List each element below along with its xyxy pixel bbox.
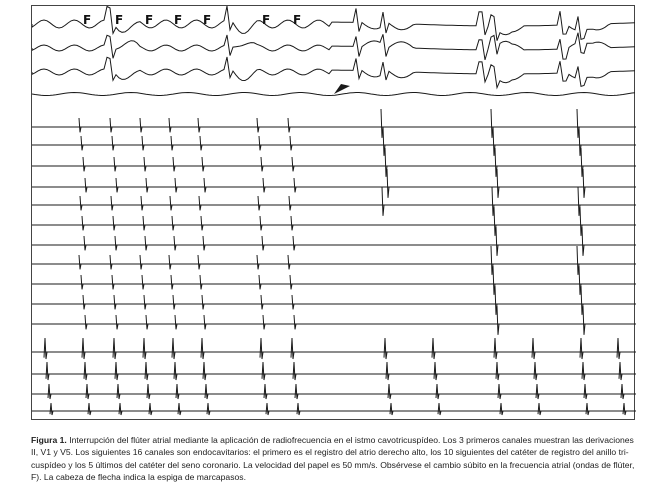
endocavitary-spike [289,196,291,210]
coronary-sinus-spike [207,403,210,415]
coronary-sinus-spike [201,338,204,359]
endocavitary-spike [288,118,290,132]
coronary-sinus-spike [46,362,49,380]
endocavitary-spike [292,295,294,309]
coronary-sinus-spike [538,403,541,415]
coronary-sinus-spike [500,403,503,415]
endocavitary-spike [381,109,383,138]
coronary-sinus-spike [619,362,622,380]
endocavitary-spike [293,236,295,250]
endocavitary-spike [198,255,200,269]
endocavitary-spike [142,275,144,289]
flutter-wave-label: F [203,13,212,27]
endocavitary-spike [496,227,498,256]
endocavitary-spike [263,178,265,192]
coronary-sinus-spike [50,403,53,415]
endocavitary-spike [173,157,175,171]
flutter-wave-label: F [115,13,124,27]
endocavitary-spike [491,109,493,138]
coronary-sinus-spike [178,403,181,415]
endocavitary-spike [112,136,114,150]
endocavitary-spike [294,178,296,192]
coronary-sinus-spike [291,338,294,359]
coronary-sinus-spike [617,338,620,359]
endocavitary-spike [83,157,85,171]
endocavitary-spike [261,295,263,309]
coronary-sinus-spike [432,338,435,359]
endocavitary-spike [497,306,499,335]
coronary-sinus-spike [115,362,118,380]
endocavitary-spike [583,306,585,335]
coronary-sinus-spike [498,384,501,399]
endocavitary-spike [577,109,579,138]
endocavitary-spike [175,315,177,329]
endocavitary-spike [290,136,292,150]
endocavitary-spike [199,196,201,210]
coronary-sinus-spike [534,362,537,380]
endocavitary-spike [171,275,173,289]
endocavitary-spike [114,295,116,309]
coronary-sinus-spike [48,384,51,399]
endocavitary-spike [110,255,112,269]
endocavitary-spike [583,169,585,198]
endocavitary-spike [115,236,117,250]
endocavitary-spike [290,275,292,289]
endocavitary-spike [200,275,202,289]
flutter-wave-label: F [83,13,92,27]
endocavitary-spike [79,118,81,132]
coronary-sinus-spike [390,403,393,415]
endocavitary-spike [170,196,172,210]
endocavitary-spike [83,295,85,309]
coronary-sinus-spike [532,338,535,359]
coronary-sinus-spike [621,384,624,399]
flutter-wave-label: F [174,13,183,27]
coronary-sinus-spike [172,338,175,359]
endocavitary-spike [288,255,290,269]
coronary-sinus-spike [584,384,587,399]
coronary-sinus-spike [44,338,47,359]
endocavitary-spike [262,236,264,250]
coronary-sinus-spike [84,362,87,380]
endocavitary-spike [172,216,174,230]
flutter-wave-label: F [293,13,302,27]
flutter-wave-label: F [145,13,154,27]
endocavitary-spike [294,315,296,329]
caption-text: Interrupción del flúter atrial mediante la aplicación de radiofrecuencia en el istmo cavotricuspídeo. Los 3 primeros canales muestran las derivaciones II, V1 y V5. Los siguientes 16 canales son endocavitarios: el primero es el registro del atrio derecho alto, los 10 siguientes del catéter de registro del anillo tri-cuspídeo y los 5 últimos del catéter del seno coronario. La velocidad del papel es 50 mm/s. Obsérvese el cambio súbito en la frecuencia atrial (ondas de flúter, F). La cabeza de flecha indica la espiga de marcapasos. [31,435,635,483]
endocavitary-spike [257,118,259,132]
endocavitary-spike [204,178,206,192]
figure-caption [31,434,637,484]
endocavitary-spike [112,275,114,289]
endocavitary-spike [261,157,263,171]
endocavitary-spike [203,236,205,250]
endocavitary-spike [141,196,143,210]
coronary-sinus-spike [147,384,150,399]
endocavitary-spike [175,178,177,192]
surface-lead-trace [32,57,635,88]
coronary-sinus-spike [174,362,177,380]
endocavitary-spike [116,178,118,192]
endocavitary-spike [204,315,206,329]
endocavitary-spike [171,136,173,150]
endocavitary-spike [497,169,499,198]
coronary-sinus-spike [113,338,116,359]
coronary-sinus-spike [582,362,585,380]
coronary-sinus-spike [262,362,265,380]
coronary-sinus-spike [580,338,583,359]
coronary-sinus-spike [264,384,267,399]
endocavitary-spike [200,136,202,150]
endocavitary-spike [113,216,115,230]
coronary-sinus-spike [436,384,439,399]
endocavitary-spike [145,236,147,250]
coronary-sinus-spike [145,362,148,380]
endocavitary-spike [81,136,83,150]
high-right-atrium-trace [32,93,635,96]
endocavitary-spike [146,178,148,192]
coronary-sinus-spike [496,362,499,380]
coronary-sinus-spike [260,338,263,359]
coronary-sinus-spike [438,403,441,415]
surface-lead-trace [32,33,635,60]
endocavitary-spike [142,136,144,150]
endocavitary-spike [174,236,176,250]
coronary-sinus-spike [494,338,497,359]
endocavitary-spike [146,315,148,329]
coronary-sinus-spike [623,403,626,415]
coronary-sinus-spike [266,403,269,415]
endocavitary-spike [79,255,81,269]
endocavitary-spike [85,315,87,329]
endocavitary-spike [111,196,113,210]
caption-title: Figura 1. [31,435,67,445]
endocavitary-spike [143,216,145,230]
endocavitary-spike [257,255,259,269]
coronary-sinus-spike [88,403,91,415]
endocavitary-spike [110,118,112,132]
coronary-sinus-spike [297,403,300,415]
endocavitary-spike [198,118,200,132]
ecg-tracing-panel [31,5,635,420]
coronary-sinus-spike [384,338,387,359]
endocavitary-spike [169,118,171,132]
endocavitary-spike [85,178,87,192]
coronary-sinus-spike [386,362,389,380]
endocavitary-spike [81,275,83,289]
endocavitary-spike [259,275,261,289]
endocavitary-spike [382,187,384,216]
endocavitary-spike [263,315,265,329]
endocavitary-spike [291,216,293,230]
endocavitary-spike [387,169,389,198]
coronary-sinus-spike [434,362,437,380]
endocavitary-spike [292,157,294,171]
endocavitary-spike [173,295,175,309]
endocavitary-spike [259,136,261,150]
coronary-sinus-spike [149,403,152,415]
coronary-sinus-spike [205,384,208,399]
endocavitary-spike [140,255,142,269]
endocavitary-spike [258,196,260,210]
endocavitary-spike [82,216,84,230]
endocavitary-spike [84,236,86,250]
pacing-arrowhead [334,84,350,94]
endocavitary-spike [582,227,584,256]
endocavitary-spike [114,157,116,171]
endocavitary-spike [260,216,262,230]
coronary-sinus-spike [293,362,296,380]
endocavitary-spike [116,315,118,329]
coronary-sinus-spike [117,384,120,399]
coronary-sinus-spike [119,403,122,415]
coronary-sinus-spike [586,403,589,415]
endocavitary-spike [202,157,204,171]
coronary-sinus-spike [536,384,539,399]
endocavitary-spike [144,157,146,171]
coronary-sinus-spike [176,384,179,399]
coronary-sinus-spike [143,338,146,359]
coronary-sinus-spike [295,384,298,399]
endocavitary-spike [140,118,142,132]
coronary-sinus-spike [86,384,89,399]
endocavitary-spike [80,196,82,210]
endocavitary-spike [144,295,146,309]
coronary-sinus-spike [203,362,206,380]
ecg-traces [32,6,636,421]
endocavitary-spike [169,255,171,269]
coronary-sinus-spike [82,338,85,359]
coronary-sinus-spike [388,384,391,399]
endocavitary-spike [201,216,203,230]
endocavitary-spike [202,295,204,309]
flutter-wave-label: F [262,13,271,27]
